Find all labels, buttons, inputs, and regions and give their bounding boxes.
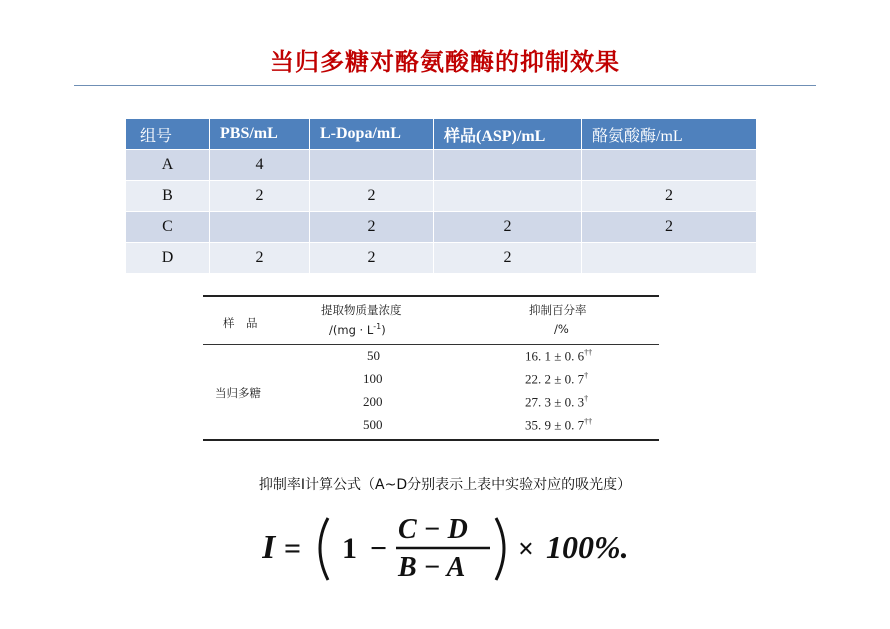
header-sample-asp: 样品(ASP)/mL — [434, 119, 582, 150]
formula-one: 1 — [342, 532, 357, 565]
header-concentration-unit: $/(mg \cdot L^{-1})$ — [329, 322, 386, 337]
table-cell: D — [126, 243, 210, 274]
formula-numerator: C − D — [398, 514, 468, 545]
inhibition-value: 22. 2 ± 0. 7† — [525, 371, 589, 387]
formula-percent: 100%. — [546, 529, 629, 565]
table-cell: C — [126, 212, 210, 243]
formula-times: × — [518, 534, 534, 565]
table-cell — [582, 243, 757, 274]
formula-right-paren — [496, 518, 504, 580]
table-cell — [210, 212, 310, 243]
table-row — [126, 212, 757, 243]
header-concentration: 提取物质量浓度 — [321, 303, 402, 317]
inhibition-value: 35. 9 ± 0. 7†† — [525, 417, 593, 433]
header-sample: 样 品 — [223, 316, 258, 330]
table-bottom-rule — [203, 439, 659, 441]
title-divider — [74, 85, 816, 86]
inhibition-value: 16. 1 ± 0. 6†† — [525, 348, 593, 364]
header-inhibition-rate: 抑制百分率 — [529, 303, 587, 317]
header-l-dopa: L-Dopa/mL — [310, 119, 434, 150]
formula-equals: = — [284, 532, 302, 565]
table-cell: 2 — [434, 243, 582, 274]
table-row — [126, 150, 757, 181]
table-cell: A — [126, 150, 210, 181]
sample-name: 当归多糖 — [215, 386, 261, 400]
table-cell: 2 — [310, 243, 434, 274]
table-cell: 2 — [582, 212, 757, 243]
formula-left-paren — [320, 518, 328, 580]
table-cell: 2 — [310, 212, 434, 243]
table-top-rule — [203, 295, 659, 297]
table-row — [126, 243, 757, 274]
table-row — [126, 181, 757, 212]
table-cell — [434, 150, 582, 181]
table-cell: 2 — [210, 243, 310, 274]
header-pbs: PBS/mL — [210, 119, 310, 150]
formula-lhs: I — [262, 529, 276, 566]
table-header-row — [126, 119, 757, 150]
table-cell: 2 — [434, 212, 582, 243]
table-cell — [582, 150, 757, 181]
formula-denominator: B − A — [398, 552, 466, 583]
concentration-value: 100 — [363, 371, 383, 386]
experiment-setup-table — [126, 119, 757, 273]
table-cell — [434, 181, 582, 212]
table-header-rule — [203, 344, 659, 345]
inhibition-formula — [262, 508, 682, 588]
table-cell: 2 — [210, 181, 310, 212]
header-tyrosinase: 酪氨酸酶/mL — [582, 119, 757, 150]
concentration-value: 500 — [363, 417, 383, 432]
table-cell: 2 — [310, 181, 434, 212]
table-cell — [310, 150, 434, 181]
inhibition-value: 27. 3 ± 0. 3† — [525, 394, 589, 410]
table-cell: B — [126, 181, 210, 212]
concentration-value: 50 — [367, 348, 380, 363]
table-cell: 4 — [210, 150, 310, 181]
header-group-no: 组号 — [126, 119, 210, 150]
table-cell: 2 — [582, 181, 757, 212]
header-inhibition-unit: /% — [554, 322, 569, 336]
formula-minus: − — [370, 532, 388, 565]
slide-title: 当归多糖对酪氨酸酶的抑制效果 — [270, 48, 620, 76]
concentration-value: 200 — [363, 394, 383, 409]
formula-caption: 抑制率I计算公式（A~D分别表示上表中实验对应的吸光度） — [258, 477, 632, 493]
